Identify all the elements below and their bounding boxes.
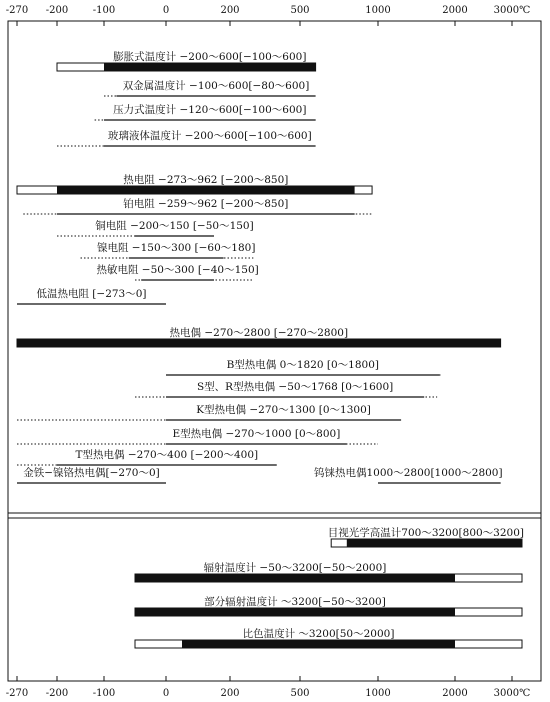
bottom-tick-label: 200 (220, 688, 240, 699)
top-tick-label: 200 (220, 5, 240, 16)
top-tick-label: 1000 (365, 5, 391, 16)
range-row (96, 263, 258, 280)
range-label: 铂电阻 −259～962 [−200～850] (123, 198, 289, 210)
bottom-tick-label: -270 (5, 688, 29, 699)
range-row (81, 241, 256, 258)
range-label: T型热电偶 −270～400 [−200～400] (75, 449, 259, 461)
top-tick-label: -100 (92, 5, 116, 16)
top-tick-label: -270 (5, 5, 29, 16)
typical-range-bar (182, 640, 455, 648)
range-row (135, 627, 522, 648)
range-label: E型热电偶 −270～1000 [0～800] (172, 428, 341, 440)
range-row (135, 380, 437, 397)
range-row (17, 427, 378, 444)
top-axis (6, 5, 531, 26)
top-tick-label: 3000℃ (493, 5, 531, 16)
range-row (135, 595, 522, 616)
range-label: B型热电偶 0～1820 [0～1800] (226, 359, 379, 371)
bottom-tick-label: 0 (162, 688, 170, 699)
range-row (23, 197, 372, 214)
range-label: 部分辐射温度计 ～3200[−50～3200] (204, 596, 386, 608)
range-row (17, 287, 166, 304)
range-label: 金铁−镍铬热电偶[−270～0] (23, 467, 160, 479)
range-label: 热敏电阻 −50～300 [−40～150] (96, 264, 259, 276)
range-label: 比色温度计 ～3200[50～2000] (242, 628, 395, 640)
typical-range-bar (17, 339, 501, 347)
range-label: 压力式温度计 −120～600[−100～600] (113, 104, 307, 116)
range-row (57, 219, 254, 236)
range-label: 玻璃液体温度计 −200～600[−100～600] (107, 130, 312, 142)
range-row (17, 173, 372, 194)
range-row (314, 466, 503, 483)
typical-range-bar (57, 186, 355, 194)
typical-range-bar (347, 539, 522, 547)
range-label: 双金属温度计 −100～600[−80～600] (122, 80, 310, 92)
typical-range-bar (104, 63, 316, 71)
bottom-tick-label: -100 (92, 688, 116, 699)
range-label: S型、R型热电偶 −50～1768 [0～1600] (196, 381, 394, 393)
range-rows (17, 50, 524, 648)
range-label: 低温热电阻 [−273～0] (36, 288, 147, 300)
typical-range-bar (135, 574, 455, 582)
range-row (104, 79, 316, 96)
range-label: 铜电阻 −200～150 [−50～150] (95, 220, 254, 232)
range-row (17, 466, 166, 483)
bottom-tick-label: 3000℃ (493, 688, 531, 699)
top-tick-label: 0 (162, 5, 170, 16)
top-tick-label: 500 (290, 5, 310, 16)
range-label: 热电阻 −273～962 [−200～850] (123, 174, 289, 186)
range-row (328, 526, 524, 547)
range-label: K型热电偶 −270～1300 [0～1300] (196, 404, 371, 416)
range-row (17, 403, 401, 420)
range-row (57, 129, 316, 146)
bottom-axis (6, 676, 531, 699)
bottom-tick-label: 2000 (442, 688, 468, 699)
range-label: 膨胀式温度计 −200～600[−100～600] (113, 51, 307, 63)
range-row (166, 358, 441, 375)
top-tick-label: 2000 (442, 5, 468, 16)
range-row (95, 103, 316, 120)
range-label: 目视光学高温计700～3200[800～3200] (327, 527, 524, 539)
range-row (135, 561, 522, 582)
bottom-tick-label: 1000 (365, 688, 391, 699)
range-label: 钨铼热电偶1000～2800[1000～2800] (314, 467, 503, 479)
range-label: 辐射温度计 −50～3200[−50～2000] (203, 562, 387, 574)
typical-range-bar (135, 608, 455, 616)
range-label: 热电偶 −270～2800 [−270～2800] (169, 327, 349, 339)
top-tick-label: -200 (45, 5, 69, 16)
bottom-tick-label: -200 (45, 688, 69, 699)
range-row (17, 326, 501, 347)
bottom-tick-label: 500 (290, 688, 310, 699)
range-label: 镍电阻 −150～300 [−60～180] (96, 242, 256, 254)
range-row (57, 50, 316, 71)
range-row (17, 448, 277, 465)
